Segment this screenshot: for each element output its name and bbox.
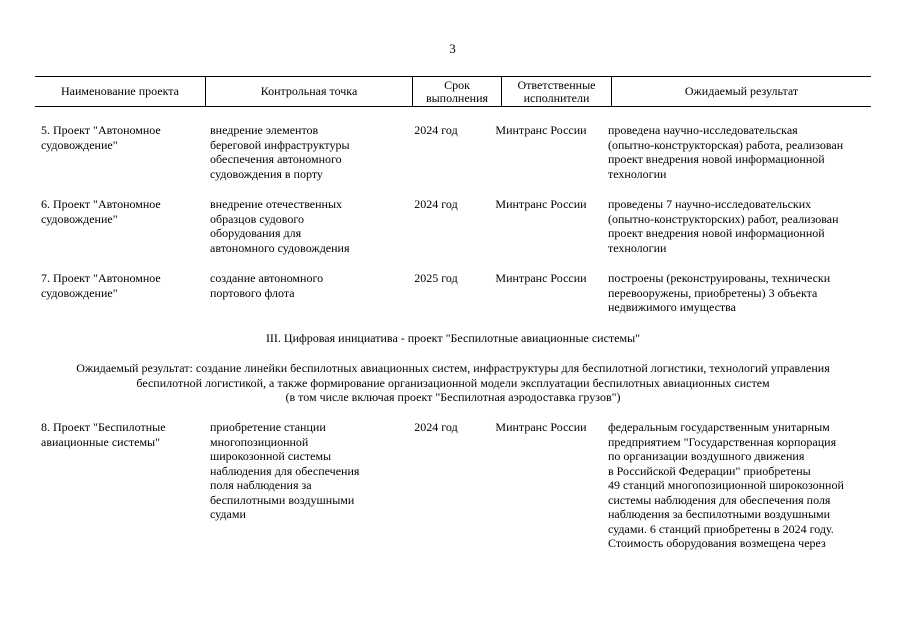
text-line: судами. 6 станций приобретены в 2024 году.: [608, 521, 834, 536]
text-line: обеспечения автономного: [210, 152, 342, 166]
text-line: 5. Проект "Автономное: [41, 123, 161, 137]
header-responsible: [502, 77, 611, 106]
text-line: судовождение": [41, 137, 118, 152]
text-line: внедрение элементов: [210, 123, 319, 137]
row-checkpoint: [210, 197, 390, 255]
text-line: судовождение": [41, 211, 118, 226]
row-checkpoint: [210, 123, 390, 181]
text-line: беспилотной логистикой, а также формирование организационной модели эксплуатации беспилотных авиационных систем: [136, 375, 770, 390]
row-checkpoint: [210, 420, 390, 522]
row-responsible: Минтранс России: [495, 271, 587, 285]
text-line: Ожидаемый результат: создание линейки беспилотных авиационных систем, инфраструктуры для беспилотной логистики, технологий управления: [76, 361, 830, 375]
text-line: проведены 7 научно-исследовательских: [608, 197, 812, 211]
text-line: беспилотными воздушными: [210, 492, 355, 507]
header-deadline-line2: выполнения: [425, 90, 489, 105]
text-line: широкозонной системы: [210, 449, 332, 463]
text-line: (в том числе включая проект "Беспилотная аэродоставка грузов"): [285, 390, 621, 404]
text-line: автономного судовождения: [210, 240, 350, 255]
text-line: проведена научно-исследовательская: [608, 123, 798, 137]
text-line: приобретение станции: [210, 420, 326, 434]
header-checkpoint: Контрольная точка: [260, 84, 358, 98]
text-line: 7. Проект "Автономное: [41, 271, 161, 285]
text-line: многопозиционной: [210, 434, 309, 449]
text-line: поля наблюдения за: [210, 478, 312, 492]
text-line: перевооружены, приобретены) 3 объекта: [608, 285, 818, 300]
row-checkpoint: [210, 271, 390, 300]
row-result: [608, 420, 873, 551]
row-deadline: 2024 год: [414, 123, 458, 137]
text-line: системы наблюдения для обеспечения поля: [608, 492, 831, 507]
row-deadline: 2025 год: [414, 271, 458, 285]
text-line: 8. Проект "Беспилотные: [41, 420, 166, 434]
page-number: 3: [449, 41, 456, 56]
row-deadline: 2024 год: [414, 197, 458, 211]
table-header: [35, 76, 871, 107]
text-line: построены (реконструированы, технически: [608, 271, 831, 285]
text-line: проект внедрения новой информационной: [608, 226, 825, 240]
header-result: Ожидаемый результат: [684, 84, 799, 98]
text-line: внедрение отечественных: [210, 197, 343, 211]
row-responsible: Минтранс России: [495, 123, 587, 137]
header-responsible-line2: исполнители: [523, 90, 590, 105]
row-deadline: 2024 год: [414, 420, 458, 434]
text-line: наблюдения для обеспечения: [210, 463, 360, 478]
expected-result: [35, 361, 871, 405]
text-line: создание автономного: [210, 271, 324, 285]
row-responsible: Минтранс России: [495, 197, 587, 211]
text-line: 49 станций многопозиционной широкозонной: [608, 478, 844, 492]
text-line: в Российской Федерации" приобретены: [608, 463, 811, 478]
text-line: Стоимость оборудования возмещена через: [608, 536, 826, 550]
text-line: проект внедрения новой информационной: [608, 152, 825, 166]
text-line: портового флота: [210, 285, 295, 300]
header-responsible-line1: Ответственные: [517, 77, 596, 92]
text-line: авиационные системы": [41, 434, 161, 449]
text-line: технологии: [608, 240, 667, 255]
text-line: федеральным государственным унитарным: [608, 420, 830, 434]
text-line: наблюдения за беспилотными воздушными: [608, 507, 831, 521]
row-result: [608, 123, 870, 181]
text-line: 6. Проект "Автономное: [41, 197, 161, 211]
row-responsible: Минтранс России: [495, 420, 587, 434]
text-line: судовождение": [41, 285, 118, 300]
header-deadline: [413, 77, 501, 106]
text-line: предприятием "Государственная корпорация: [608, 434, 837, 449]
section-title: III. Цифровая инициатива - проект "Беспилотные авиационные системы": [265, 331, 641, 345]
row-project-name: [41, 123, 206, 152]
text-line: технологии: [608, 166, 667, 181]
header-project-name: Наименование проекта: [60, 84, 180, 98]
text-line: (опытно-конструкторская) работа, реализован: [608, 137, 844, 152]
row-result: [608, 271, 870, 315]
row-project-name: [41, 197, 206, 226]
text-line: оборудования для: [210, 226, 302, 240]
text-line: (опытно-конструкторских) работ, реализован: [608, 211, 839, 226]
text-line: судовождения в порту: [210, 166, 323, 181]
text-line: недвижимого имущества: [608, 300, 736, 314]
text-line: береговой инфраструктуры: [210, 137, 350, 152]
row-result: [608, 197, 870, 255]
text-line: образцов судового: [210, 211, 304, 226]
text-line: по организации воздушного движения: [608, 449, 805, 463]
row-project-name: [41, 420, 206, 449]
header-deadline-line1: Срок: [444, 77, 470, 92]
text-line: судами: [210, 507, 246, 521]
row-project-name: [41, 271, 206, 300]
